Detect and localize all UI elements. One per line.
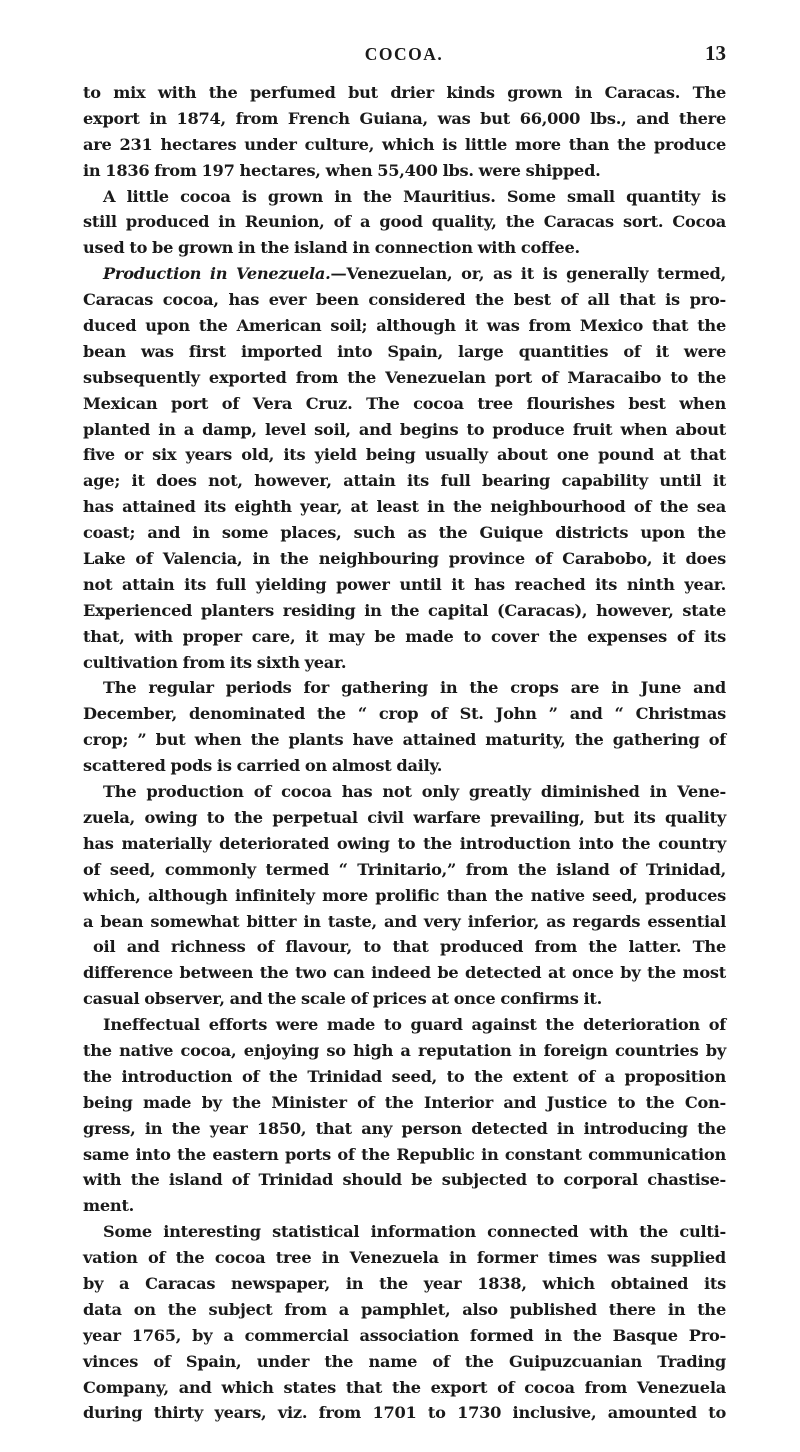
text-line: difference between the two can indeed be detected at once by the most <box>83 963 726 983</box>
text-line: December, denominated the “ crop of St. John ” and “ Christmas <box>83 704 726 724</box>
text-line <box>83 1426 726 1452</box>
text-line: of seed, commonly termed “ Trinitario,” from the island of Trinidad, <box>83 859 726 879</box>
text-line: Caracas cocoa, has ever been considered the best of all that is pro- <box>83 290 726 310</box>
text-line: that, with proper care, it may be made to cover the expenses of its <box>83 626 726 646</box>
text-line: same into the eastern ports of the Republic in constant communication <box>83 1144 726 1164</box>
text-line: a bean somewhat bitter in taste, and very inferior, as regards essential <box>83 911 726 931</box>
body-text <box>83 80 726 1452</box>
text-line: Lake of Valencia, in the neighbouring province of Carabobo, it does <box>83 549 726 569</box>
text-line: zuela, owing to the perpetual civil warfare prevailing, but its quality <box>83 807 726 827</box>
text-line: Mexican port of Vera Cruz. The cocoa tree flourishes best when <box>83 393 726 413</box>
text-line: in 1836 from 197 hectares, when 55,400 lbs. were shipped. <box>83 160 601 180</box>
text-line: data on the subject from a pamphlet, also published there in the <box>83 1299 726 1319</box>
text-line: crop; ” but when the plants have attained maturity, the gathering of <box>83 730 726 750</box>
text-line: Company, and which states that the export of cocoa from Venezuela <box>83 1377 726 1397</box>
text-line: vation of the cocoa tree in Venezuela in former times was supplied <box>83 1248 726 1268</box>
text-line: with the island of Trinidad should be subjected to corporal chastise- <box>83 1170 726 1190</box>
text-line: Experienced planters residing in the capital (Caracas), however, state <box>83 600 726 620</box>
text-line: The regular periods for gathering in the crops are in June and <box>103 678 726 698</box>
section-heading-italic: Production in Venezuela. <box>103 264 331 284</box>
text-line: Some interesting statistical information connected with the culti- <box>103 1222 726 1242</box>
text-line: has materially deteriorated owing to the introduction into the country <box>83 833 726 853</box>
text-line: A little cocoa is grown in the Mauritius. Some small quantity is <box>103 186 726 206</box>
text-line: oil and richness of flavour, to that produced from the latter. The <box>93 937 726 957</box>
text-line: subsequently exported from the Venezuelan port of Maracaibo to the <box>83 367 726 387</box>
text-line: used to be grown in the island in connection with coffee. <box>83 238 580 258</box>
text-line: planted in a damp, level soil, and begins to produce fruit when about <box>83 419 726 439</box>
running-head <box>82 41 726 68</box>
text-line: five or six years old, its yield being usually about one pound at that <box>83 445 726 465</box>
text-line: bean was first imported into Spain, large quantities of it were <box>83 341 726 361</box>
running-title: COCOA. <box>364 44 444 64</box>
text-line: during thirty years, viz. from 1701 to 1730 inclusive, amounted to <box>83 1403 726 1423</box>
page-number: 13 <box>705 41 726 65</box>
text-line: which, although infinitely more prolific than the native seed, produces <box>83 885 726 905</box>
section-heading-line: Production in Venezuela.—Venezuelan, or, as it is generally termed, <box>103 264 726 284</box>
text-line: ment. <box>83 1196 135 1216</box>
text-line: being made by the Minister of the Interior and Justice to the Con- <box>83 1092 726 1112</box>
text-line: to mix with the perfumed but drier kinds grown in Caracas. The <box>83 83 726 102</box>
text-line: the introduction of the Trinidad seed, to the extent of a proposition <box>83 1066 726 1086</box>
text-line: scattered pods is carried on almost daily. <box>83 756 443 776</box>
text-line: the native cocoa, enjoying so high a reputation in foreign countries by <box>83 1040 726 1060</box>
text-line: export in 1874, from French Guiana, was but 66,000 lbs., and there <box>83 108 726 128</box>
text-line: casual observer, and the scale of prices at once confirms it. <box>83 989 603 1009</box>
text-line: age; it does not, however, attain its full bearing capability until it <box>83 471 726 491</box>
text-line: cultivation from its sixth year. <box>83 652 347 672</box>
text-line: Ineffectual efforts were made to guard against the deterioration of <box>103 1015 726 1035</box>
text-line: year 1765, by a commercial association formed in the Basque Pro- <box>83 1325 726 1345</box>
text-line: not attain its full yielding power until it has reached its ninth year. <box>83 574 726 594</box>
text-line: vinces of Spain, under the name of the Guipuzcuanian Trading <box>83 1351 726 1371</box>
text-line: are 231 hectares under culture, which is little more than the produce <box>83 134 726 154</box>
text-line: still produced in Reunion, of a good quality, the Caracas sort. Cocoa <box>83 212 726 232</box>
text-line: coast; and in some places, such as the Guique districts upon the <box>83 523 726 543</box>
text-line: gress, in the year 1850, that any person detected in introducing the <box>83 1118 726 1138</box>
text-line: by a Caracas newspaper, in the year 1838, which obtained its <box>83 1273 726 1293</box>
text-line: The production of cocoa has not only greatly diminished in Vene- <box>103 782 726 802</box>
text-line: has attained its eighth year, at least in the neighbourhood of the sea <box>83 497 726 517</box>
text-line: duced upon the American soil; although it was from Mexico that the <box>83 316 726 336</box>
